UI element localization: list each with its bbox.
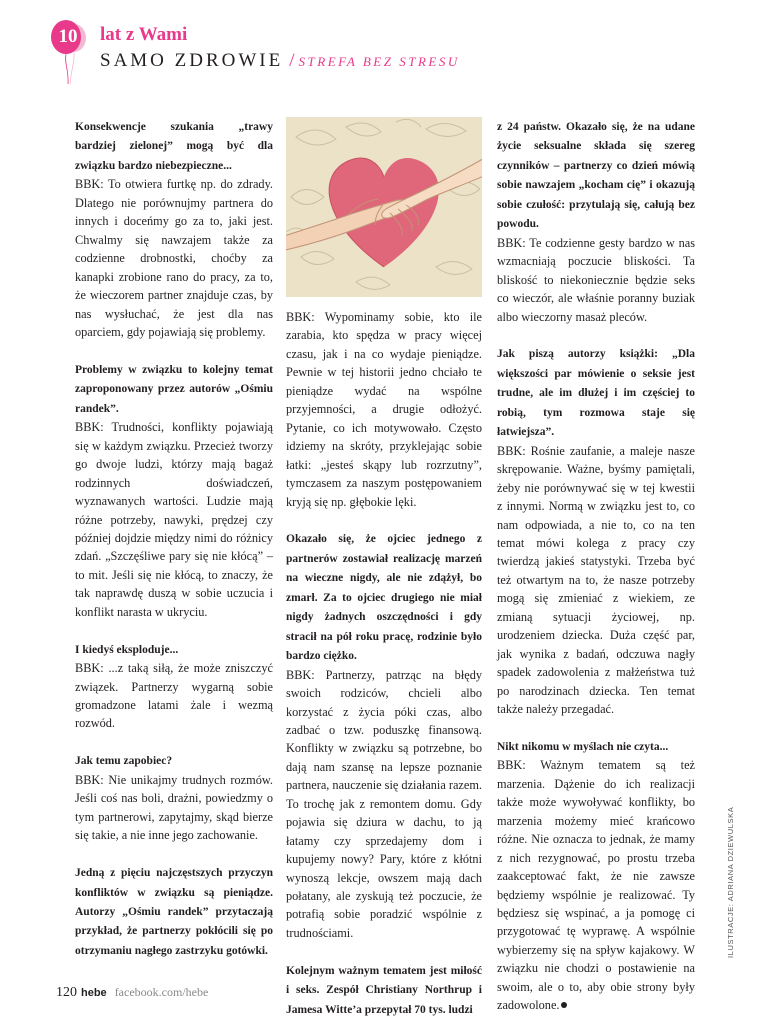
credit-text: ILUSTRACJE: ADRIANA DZIEWULSKA: [726, 806, 735, 958]
illustration-image: [286, 117, 482, 297]
page-header: [44, 18, 744, 88]
question-text: Jak temu zapobiec?: [75, 755, 173, 768]
facebook-link[interactable]: facebook.com/hebe: [114, 985, 209, 999]
anniversary-text: lat z Wami: [100, 24, 188, 45]
paragraph: [75, 360, 273, 621]
question-text: I kiedyś eksploduje...: [75, 643, 179, 656]
question-text: Jak piszą autorzy książki: „Dla większości par mówienie o seksie jest trudne, ale im dłużej i im częściej to robią, tym rozmowa staje się łatwiejsza”.: [497, 348, 695, 439]
anniversary-number: 10: [58, 26, 78, 47]
answer-text: BBK: ...z taką siłą, że może zniszczyć związek. Partnerzy wygarną sobie gromadzone latami żale i wezmą rozwód.: [75, 661, 273, 731]
question-text: Nikt nikomu w myślach nie czyta...: [497, 740, 669, 753]
article-column-1: [75, 117, 273, 960]
paragraph: [286, 529, 482, 942]
answer-text: BBK: Partnerzy, patrząc na błędy swoich rodziców, chcieli albo korzystać z życia póki czas, albo zadbać o tzw. poduszkę finansową. Konflikty w związku są potrzebne, bo dają nam szansę na lepsze poznanie partnera, nauczenie się działania razem. To trochę jak z remontem domu. Gdy pojawia się dziura w dachu, to ją łatamy czy sprzedajemy dom i kupujemy nowy? Pary, które z kłótni wynoszą lekcje, owszem mają dach połatany, ale zyskują też poczucie, że potrafią sobie poradzić wspólnie z trudnościami.: [286, 667, 482, 940]
paragraph: [286, 961, 482, 1019]
question-text: z 24 państw. Okazało się, że na udane życie seksualne składa się szereg czynników – partnerzy co dzień mówią sobie nawzajem „kocham cię” i okazują sobie czułość: przytulają się, całują bez powodu.: [497, 121, 695, 231]
section-title: SAMO ZDROWIE: [100, 50, 284, 71]
paragraph: [497, 344, 695, 718]
paragraph: [75, 863, 273, 960]
paragraph: [497, 117, 695, 326]
paragraph: [286, 308, 482, 511]
question-text: Kolejnym ważnym tematem jest miłość i seks. Zespół Christiany Northrup i Jamesa Witte’a przepytał 70 tys. ludzi: [286, 964, 482, 1016]
section-heading: [100, 50, 460, 72]
end-of-article-icon: [561, 1002, 567, 1008]
page-footer: [56, 985, 208, 1001]
question-text: Konsekwencje szukania „trawy bardziej zielonej” mogą być dla związku bardzo niebezpieczne...: [75, 121, 273, 172]
answer-text: BBK: Ważnym tematem są też marzenia. Dążenie do ich realizacji także może wywoływać konflikty, bo marzenia możemy mieć krańcowo różne. Nie oznacza to jednak, że mamy z nich rezygnować, po prostu trzeba zaakceptować fakt, że nie zawsze będziemy wspólnie je realizować. Ty będziesz się wspinać, a ja pomogę ci przygotować tę wyprawę. A wspólnie wybierzemy się na spływ kajakowy. W związku nie chodzi o postawienie na swoim, ale o to, aby obie strony były zadowolone.: [497, 758, 695, 1013]
answer-text: BBK: Te codzienne gesty bardzo w nas wzmacniają poczucie bliskości. Ta bliskość to niekoniecznie będzie seks co wieczór, ale właśnie poranny buziak albo wieczorny masaż pleców.: [497, 235, 695, 324]
brand-logo: hebe: [81, 987, 107, 999]
paragraph: [75, 117, 273, 341]
question-text: Jedną z pięciu najczęstszych przyczyn konfliktów w związku są pieniądze. Autorzy „Ośmiu randek” przytaczają przykład, że partnerzy pokłócili się po otrzymaniu nagłego zastrzyku gotówki.: [75, 867, 273, 957]
answer-text: BBK: Rośnie zaufanie, a maleje nasze skrępowanie. Ważne, byśmy pamiętali, żeby nie porównywać się w tej kwestii z innymi. Normą w związku jest to, co nam odpowiada, a nie to, co na ten temat mówi kolega z pracy czy twierdzą jakieś statystyki. Trzeba być też otwartym na to, że nasze potrzeby mogą się zmieniać z wiekiem, ze zmianą sytuacji życiowej, np. urodzeniem dziecka. Duża część par, jak wynika z badań, odczuwa nagły spadek zadowolenia z małżeństwa tuż po narodzinach dziecka. Ten temat także należy przegadać.: [497, 443, 695, 717]
subsection-title: STREFA BEZ STRESU: [298, 54, 460, 69]
question-text: Okazało się, że ojciec jednego z partnerów zostawiał realizację marzeń na wieczne nigdy, ale nie zdążył, bo zmarł. Za to ojciec drugiego nie miał nigdy żadnych oszczędności i gdy stracił na pół roku pracę, rodzinie było bardzo ciężko.: [286, 533, 482, 663]
paragraph: [497, 737, 695, 1015]
illustration-hands-heart: [286, 117, 482, 297]
answer-text: BBK: Trudności, konflikty pojawiają się w każdym związku. Przecież tworzy go dwoje ludzi, którzy mają bagaż rodzinnych doświadczeń, wyznawanych wartości. Ludzie mają różne potrzeby, nawyki, prędzej czy później dojdzie między nimi do różnicy zdań. „Szczęśliwe pary się nie kłócą” – to mit. Jeśli się nie kłócą, to znaczy, że tak naprawdę duszą w sobie uczucia i konflikt narasta w ukryciu.: [75, 420, 273, 619]
answer-text: BBK: Wypominamy sobie, kto ile zarabia, kto spędza w pracy więcej czasu, jak i na co wydaje pieniądze. Pewnie w tej historii jedno chciało te pieniądze wydać na wspólne przyjemności, a drugie odłożyć. Pytanie, co ich motywowało. Często idziemy na skróty, przyklejając sobie łatki: „jesteś skąpy lub rozrzutny”, tymczasem za naszym postępowaniem kryją się np. głębokie lęki.: [286, 310, 482, 509]
article-column-3: [497, 117, 695, 1015]
illustration-credit: [726, 806, 736, 960]
page-number: 120: [56, 985, 77, 1000]
article-column-2: [286, 308, 482, 1019]
paragraph: [75, 640, 273, 733]
question-text: Problemy w związku to kolejny temat zaproponowany przez autorów „Ośmiu randek”.: [75, 363, 273, 415]
answer-text: BBK: Nie unikajmy trudnych rozmów. Jeśli coś nas boli, drażni, powiedzmy o tym partnerowi, zapytajmy, skąd bierze się takie, a nie inne jego zachowanie.: [75, 772, 273, 843]
answer-text: BBK: To otwiera furtkę np. do zdrady. Dlatego nie porównujmy partnera do innych i doceńmy go za to, jaki jest. Chwalmy się nawzajem także za codzienne drobnostki, choćby za kanapki zrobione rano do pracy, za to, że wieczorem partner znajduje czas, by nas wysłuchać, że jest dla nas oparciem, gdy pojawiają się problemy.: [75, 177, 273, 339]
section-separator: /: [289, 50, 295, 71]
paragraph: [75, 751, 273, 844]
